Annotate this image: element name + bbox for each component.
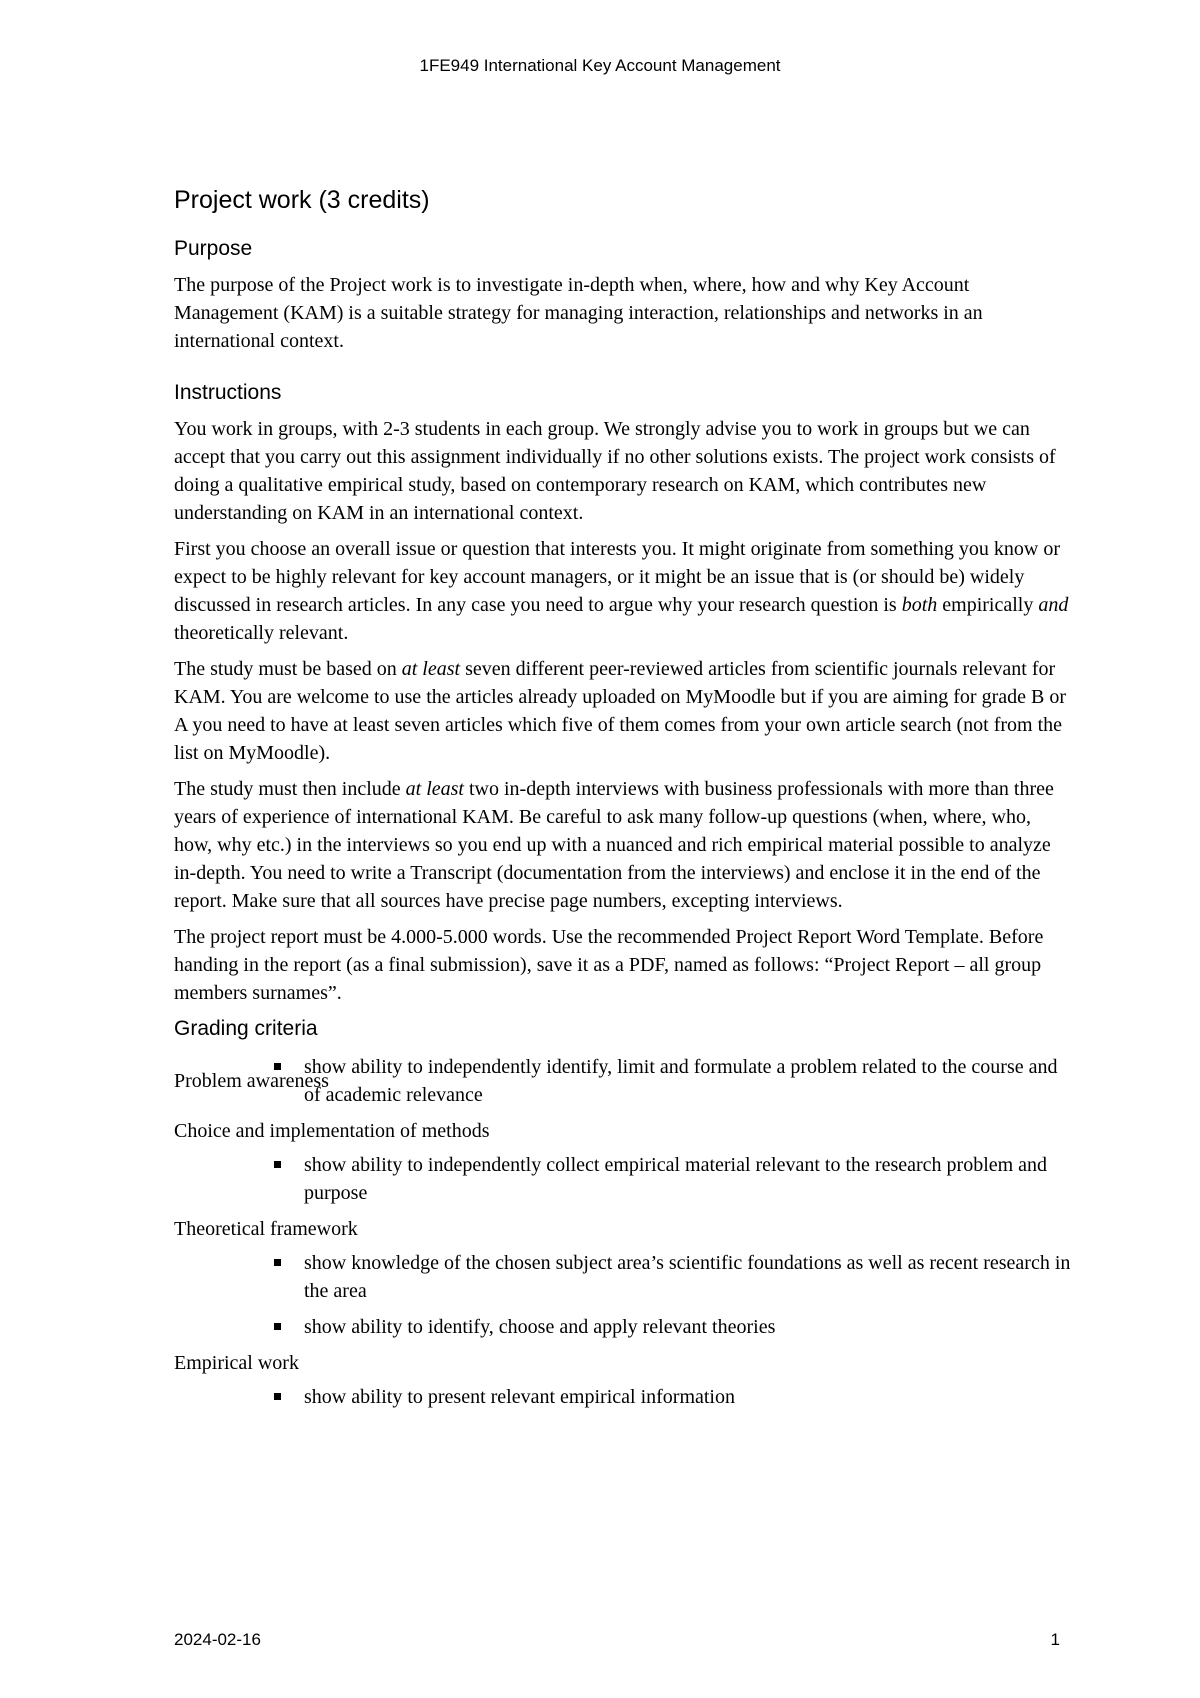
purpose-heading: Purpose: [174, 237, 253, 260]
instructions-paragraph-2: [174, 535, 1074, 647]
text-run: two in-depth interviews with business professionals with more than three years of experience of international KAM. Be careful to ask many follow-up questions (when, where, who, how, why etc.) in the interviews so you end up with a nuanced and rich empirical material possible to analyze in-depth. You need to write a Transcript (documentation from the interviews) and enclose it in the end of the report. Make sure that all sources have precise page numbers, excepting interviews.: [174, 778, 1054, 912]
criterion-bullet: [304, 1383, 1074, 1411]
text-run: seven different peer-reviewed articles from scientific journals relevant for KAM. You are welcome to use the articles already uploaded on MyMoodle but if you are aiming for grade B or A you need to have at least seven articles which five of them comes from your own article search (not from the list on MyMoodle).: [174, 658, 1066, 764]
bullet-text: show ability to independently collect empirical material relevant to the research problem and purpose: [304, 1154, 1048, 1204]
square-bullet-icon: [274, 1259, 281, 1266]
bullet-text: show ability to independently identify, limit and formulate a problem related to the course and of academic relevance: [304, 1056, 1058, 1106]
text-run: First you choose an overall issue or question that interests you. It might originate from something you know or expect to be highly relevant for key account managers, or it might be an issue that is (or should be) widely discussed in research articles. In any case you need to argue why your research question is: [174, 538, 1060, 616]
square-bullet-icon: [274, 1063, 281, 1070]
criterion-label-methods: Choice and implementation of methods: [174, 1120, 490, 1142]
instructions-paragraph-4: [174, 775, 1074, 915]
emphasis-both: both: [901, 594, 938, 616]
page-header: 1FE949 International Key Account Management: [419, 56, 781, 75]
text-run: empirically: [937, 594, 1039, 616]
text-run: The study must be based on: [174, 658, 402, 680]
emphasis-at-least: at least: [401, 658, 461, 680]
criterion-problem-awareness: [174, 1053, 1074, 1109]
criterion-bullets: [174, 1053, 1074, 1109]
purpose-text: The purpose of the Project work is to investigate in-depth when, where, how and why Key Account Management (KAM) is a suitable strategy for managing interaction, relationships and networks in an international context.: [174, 274, 983, 352]
instructions-paragraph-5: The project report must be 4.000-5.000 words. Use the recommended Project Report Word Template. Before handing in the report (as a final submission), save it as a PDF, named as follows: “Project Report – all group members surnames”.: [174, 926, 1044, 1004]
bullet-text: show ability to identify, choose and apply relevant theories: [304, 1316, 776, 1338]
footer-date: 2024-02-16: [174, 1630, 261, 1649]
criterion-bullet: [304, 1249, 1074, 1305]
criterion-label-theory: Theoretical framework: [174, 1218, 358, 1240]
emphasis-at-least: at least: [405, 778, 464, 800]
criterion-bullets-empirical: [174, 1383, 1074, 1411]
criterion-label: Problem awareness: [174, 1070, 329, 1092]
bullet-text: show ability to present relevant empirical information: [304, 1386, 735, 1408]
page-title: Project work (3 credits): [174, 186, 430, 214]
bullet-text: show knowledge of the chosen subject area’s scientific foundations as well as recent research in the area: [304, 1252, 1071, 1302]
text-run: theoretically relevant.: [174, 622, 349, 644]
criterion-bullets-methods: [174, 1151, 1074, 1207]
criterion-bullet: [304, 1053, 1074, 1109]
criterion-bullet: [304, 1151, 1074, 1207]
main-content: [174, 186, 1074, 1419]
criterion-label-empirical: Empirical work: [174, 1352, 299, 1374]
emphasis-and: and: [1038, 594, 1069, 616]
instructions-heading: Instructions: [174, 381, 282, 404]
criterion-bullets-theory: [174, 1249, 1074, 1341]
page-number: 1: [1050, 1630, 1060, 1649]
instructions-paragraph-1: You work in groups, with 2-3 students in each group. We strongly advise you to work in groups but we can accept that you carry out this assignment individually if no other solutions exists. The project work consists of doing a qualitative empirical study, based on contemporary research on KAM, which contributes new understanding on KAM in an international context.: [174, 418, 1056, 524]
grading-heading: Grading criteria: [174, 1017, 318, 1040]
square-bullet-icon: [274, 1323, 281, 1330]
instructions-paragraph-3: [174, 655, 1074, 767]
square-bullet-icon: [274, 1393, 281, 1400]
square-bullet-icon: [274, 1161, 281, 1168]
text-run: The study must then include: [174, 778, 406, 800]
criterion-bullet: [304, 1313, 1074, 1341]
